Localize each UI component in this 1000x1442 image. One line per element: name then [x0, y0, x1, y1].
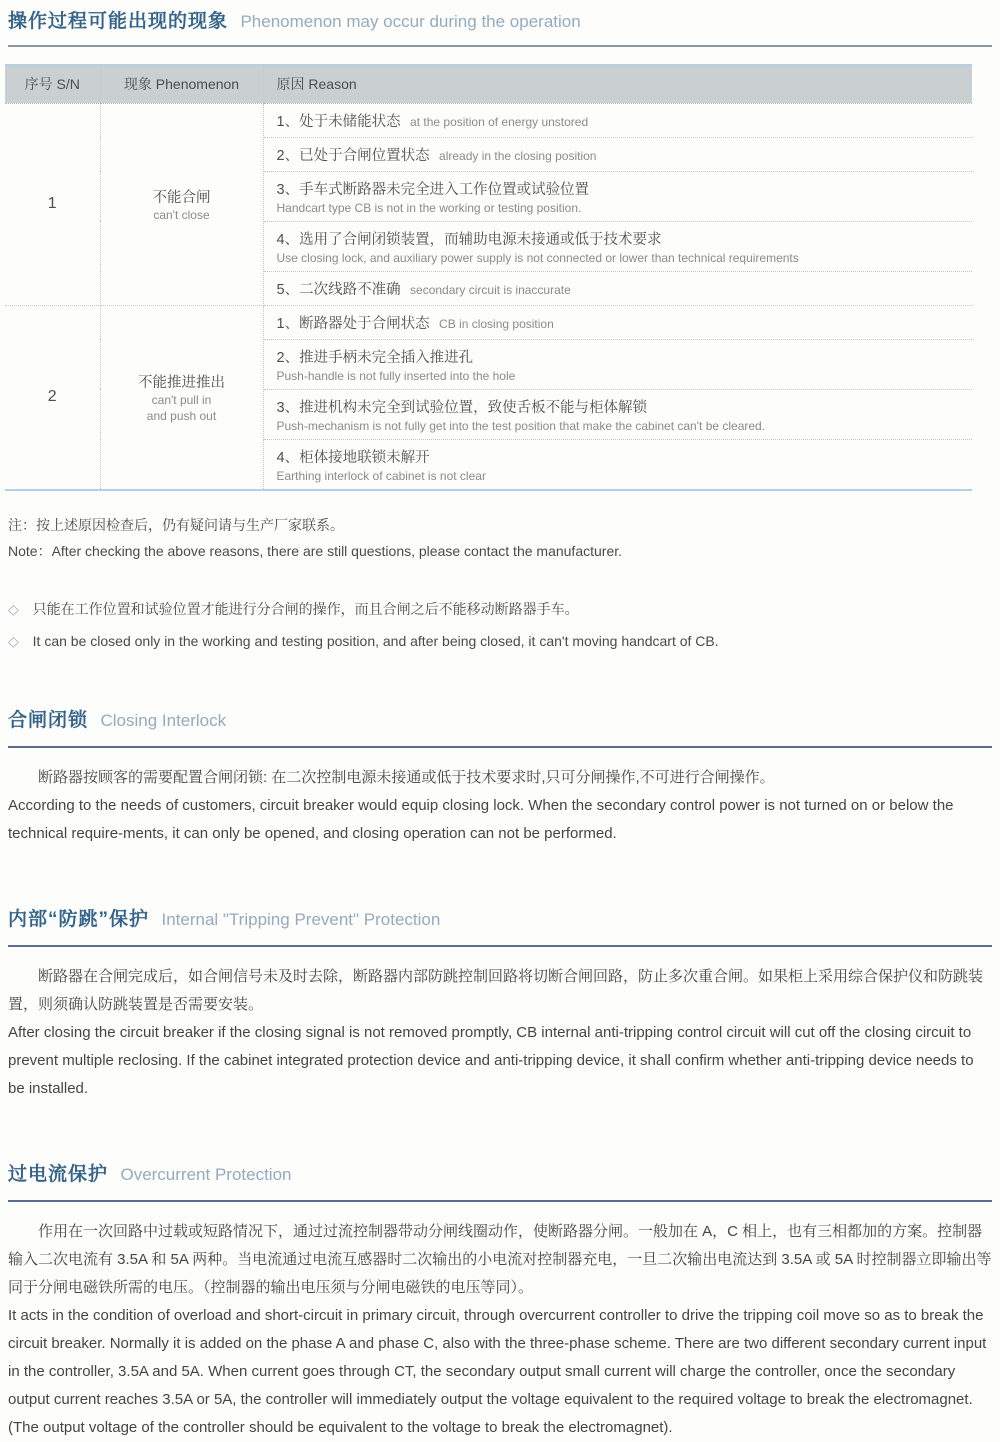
reason-zh: 1、处于未储能状态 [276, 113, 401, 130]
section-heading-zh: 内部“防跳”保护 [8, 908, 150, 930]
section-heading-en: Closing Interlock [100, 710, 227, 730]
section-heading [8, 705, 992, 732]
section-heading-en: Internal "Tripping Prevent" Protection [161, 909, 441, 929]
note-block [8, 512, 992, 564]
section-overcurrent-protection [8, 1159, 992, 1442]
paragraph-zh: 作用在一次回路中过载或短路情况下，通过过流控制器带动分闸线圈动作，使断路器分闸。一般加在 A，C 相上，也有三相都加的方案。控制器输入二次电流有 3.5A 和 5A 两种。当电流通过电流互感器时二次输出的小电流对控制器充电，一旦二次输出电流达到 3.5A 或 5A 时控制器立即输出等同于分闸电磁铁所需的电压。（控制器的输出电压须与分闸电磁铁的电压等同）。 [8, 1222, 992, 1296]
page-title [8, 6, 992, 33]
reason-en: at the position of energy unstored [410, 114, 589, 129]
reason-zh: 2、推进手柄未完全插入推进孔 [276, 349, 474, 366]
page-title-en: Phenomenon may occur during the operation [240, 12, 581, 31]
reason-cell [263, 339, 972, 389]
reason-zh: 3、推进机构未完全到试验位置，致使舌板不能与柜体解锁 [276, 399, 648, 416]
section-heading-en: Overcurrent Protection [120, 1164, 292, 1184]
reason-en: secondary circuit is inaccurate [410, 282, 571, 297]
paragraph-zh: 断路器在合闸完成后，如合闸信号未及时去除，断路器内部防跳控制回路将切断合闸回路，防止多次重合闸。如果柜上采用综合保护仪和防跳装置，则须确认防跳装置是否需要安装。 [8, 967, 984, 1013]
reason-cell [263, 103, 972, 137]
col-header-reason: 原因 Reason [263, 65, 972, 103]
reason-cell [263, 439, 972, 490]
section-heading [8, 904, 992, 931]
bullet-text-zh: 只能在工作位置和试验位置才能进行分合闸的操作，而且合闸之后不能移动断路器手车。 [32, 600, 579, 617]
reason-zh: 4、柜体接地联锁未解开 [276, 449, 430, 466]
col-header-phenomenon: 现象 Phenomenon [100, 65, 263, 103]
paragraph-en: After closing the circuit breaker if the closing signal is not removed promptly, CB internal anti-tripping control circuit will cut off the closing circuit to prevent multiple reclosing. If the cabinet integrated protection device and anti-tripping device, it shall confirm whether anti-tripping device needs to be installed. [8, 1023, 974, 1097]
section-tripping-prevent [8, 904, 992, 1103]
phenomenon-en: can't pull in [151, 392, 212, 407]
section-divider [8, 746, 992, 748]
phenomenon-en: and push out [146, 408, 217, 423]
title-divider [8, 45, 992, 47]
section-heading [8, 1159, 992, 1186]
reason-en: Push-handle is not fully inserted into the hole [276, 368, 516, 383]
phenomenon-cell [100, 103, 263, 305]
reason-cell [263, 221, 972, 271]
paragraph-zh: 断路器按顾客的需要配置合闸闭锁: 在二次控制电源未接通或低于技术要求时,只可分闸操作,不可进行合闸操作。 [38, 768, 775, 786]
reason-en: Handcart type CB is not in the working or testing position. [276, 200, 582, 215]
note-en: Note：After checking the above reasons, there are still questions, please contact the manufacturer. [8, 542, 623, 559]
paragraph-en: It acts in the condition of overload and short-circuit in primary circuit, through overcurrent controller to drive the tripping coil move so as to break the circuit breaker. Normally it is added on the phase A and phase C, also with the three-phase scheme. There are two different secondary current input in the controller, 3.5A and 5A. When current goes through CT, the secondary output small current will charge the controller, once the secondary output current reaches 3.5A or 5A, the controller will immediately output the voltage equivalent to the required voltage to break the electromagnet. (The output voltage of the controller should be equivalent to the voltage to break the electromagnet). [8, 1306, 987, 1436]
section-closing-interlock [8, 705, 992, 848]
note-zh: 注：按上述原因检查后，仍有疑问请与生产厂家联系。 [8, 516, 344, 533]
bullet-item [8, 630, 992, 653]
bullet-text-en: It can be closed only in the working and testing position, and after being closed, it can't moving handcart of CB. [32, 632, 719, 649]
section-divider [8, 945, 992, 947]
section-heading-zh: 过电流保护 [8, 1163, 109, 1185]
reason-zh: 3、手车式断路器未完全进入工作位置或试验位置 [276, 181, 590, 198]
reason-zh: 5、二次线路不准确 [276, 281, 401, 298]
section-divider [8, 1200, 992, 1202]
section-body [8, 764, 992, 848]
page-title-zh: 操作过程可能出现的现象 [8, 11, 229, 32]
table-header-row [5, 65, 972, 103]
reason-en: Use closing lock, and auxiliary power supply is not connected or lower than technical requirements [276, 250, 799, 265]
reason-cell [263, 271, 972, 305]
reason-cell [263, 389, 972, 439]
row-sn: 1 [5, 103, 100, 305]
phenomenon-en: can't close [153, 207, 210, 222]
phenomenon-zh: 不能推进推出 [138, 374, 225, 391]
reason-cell [263, 171, 972, 221]
reason-cell [263, 305, 972, 339]
reason-zh: 2、已处于合闸位置状态 [276, 147, 430, 164]
section-body [8, 963, 992, 1103]
bullet-item [8, 598, 992, 621]
reason-zh: 1、断路器处于合闸状态 [276, 315, 430, 332]
section-heading-zh: 合闸闭锁 [8, 709, 89, 731]
reason-en: Push-mechanism is not fully get into the test position that make the cabinet can't be cleared. [276, 418, 766, 433]
section-body [8, 1218, 992, 1442]
col-header-sn: 序号 S/N [5, 65, 100, 103]
phenomenon-zh: 不能合闸 [152, 189, 211, 206]
diamond-icon: ◇ [8, 632, 19, 649]
phenomenon-cell [100, 305, 263, 490]
table-row [5, 103, 972, 137]
reason-en: already in the closing position [439, 148, 597, 163]
paragraph-en: According to the needs of customers, circuit breaker would equip closing lock. When the secondary control power is not turned on or below the technical require-ments, it can only be opened, and closing operation can not be performed. [8, 796, 954, 842]
table-row [5, 305, 972, 339]
reason-zh: 4、选用了合闸闭锁装置，而辅助电源未接通或低于技术要求 [276, 231, 662, 248]
diamond-icon: ◇ [8, 600, 19, 617]
bullet-list [8, 598, 992, 653]
phenomena-table [5, 64, 972, 491]
reason-en: CB in closing position [439, 316, 554, 331]
reason-cell [263, 137, 972, 171]
row-sn: 2 [5, 305, 100, 490]
reason-en: Earthing interlock of cabinet is not clear [276, 468, 486, 483]
